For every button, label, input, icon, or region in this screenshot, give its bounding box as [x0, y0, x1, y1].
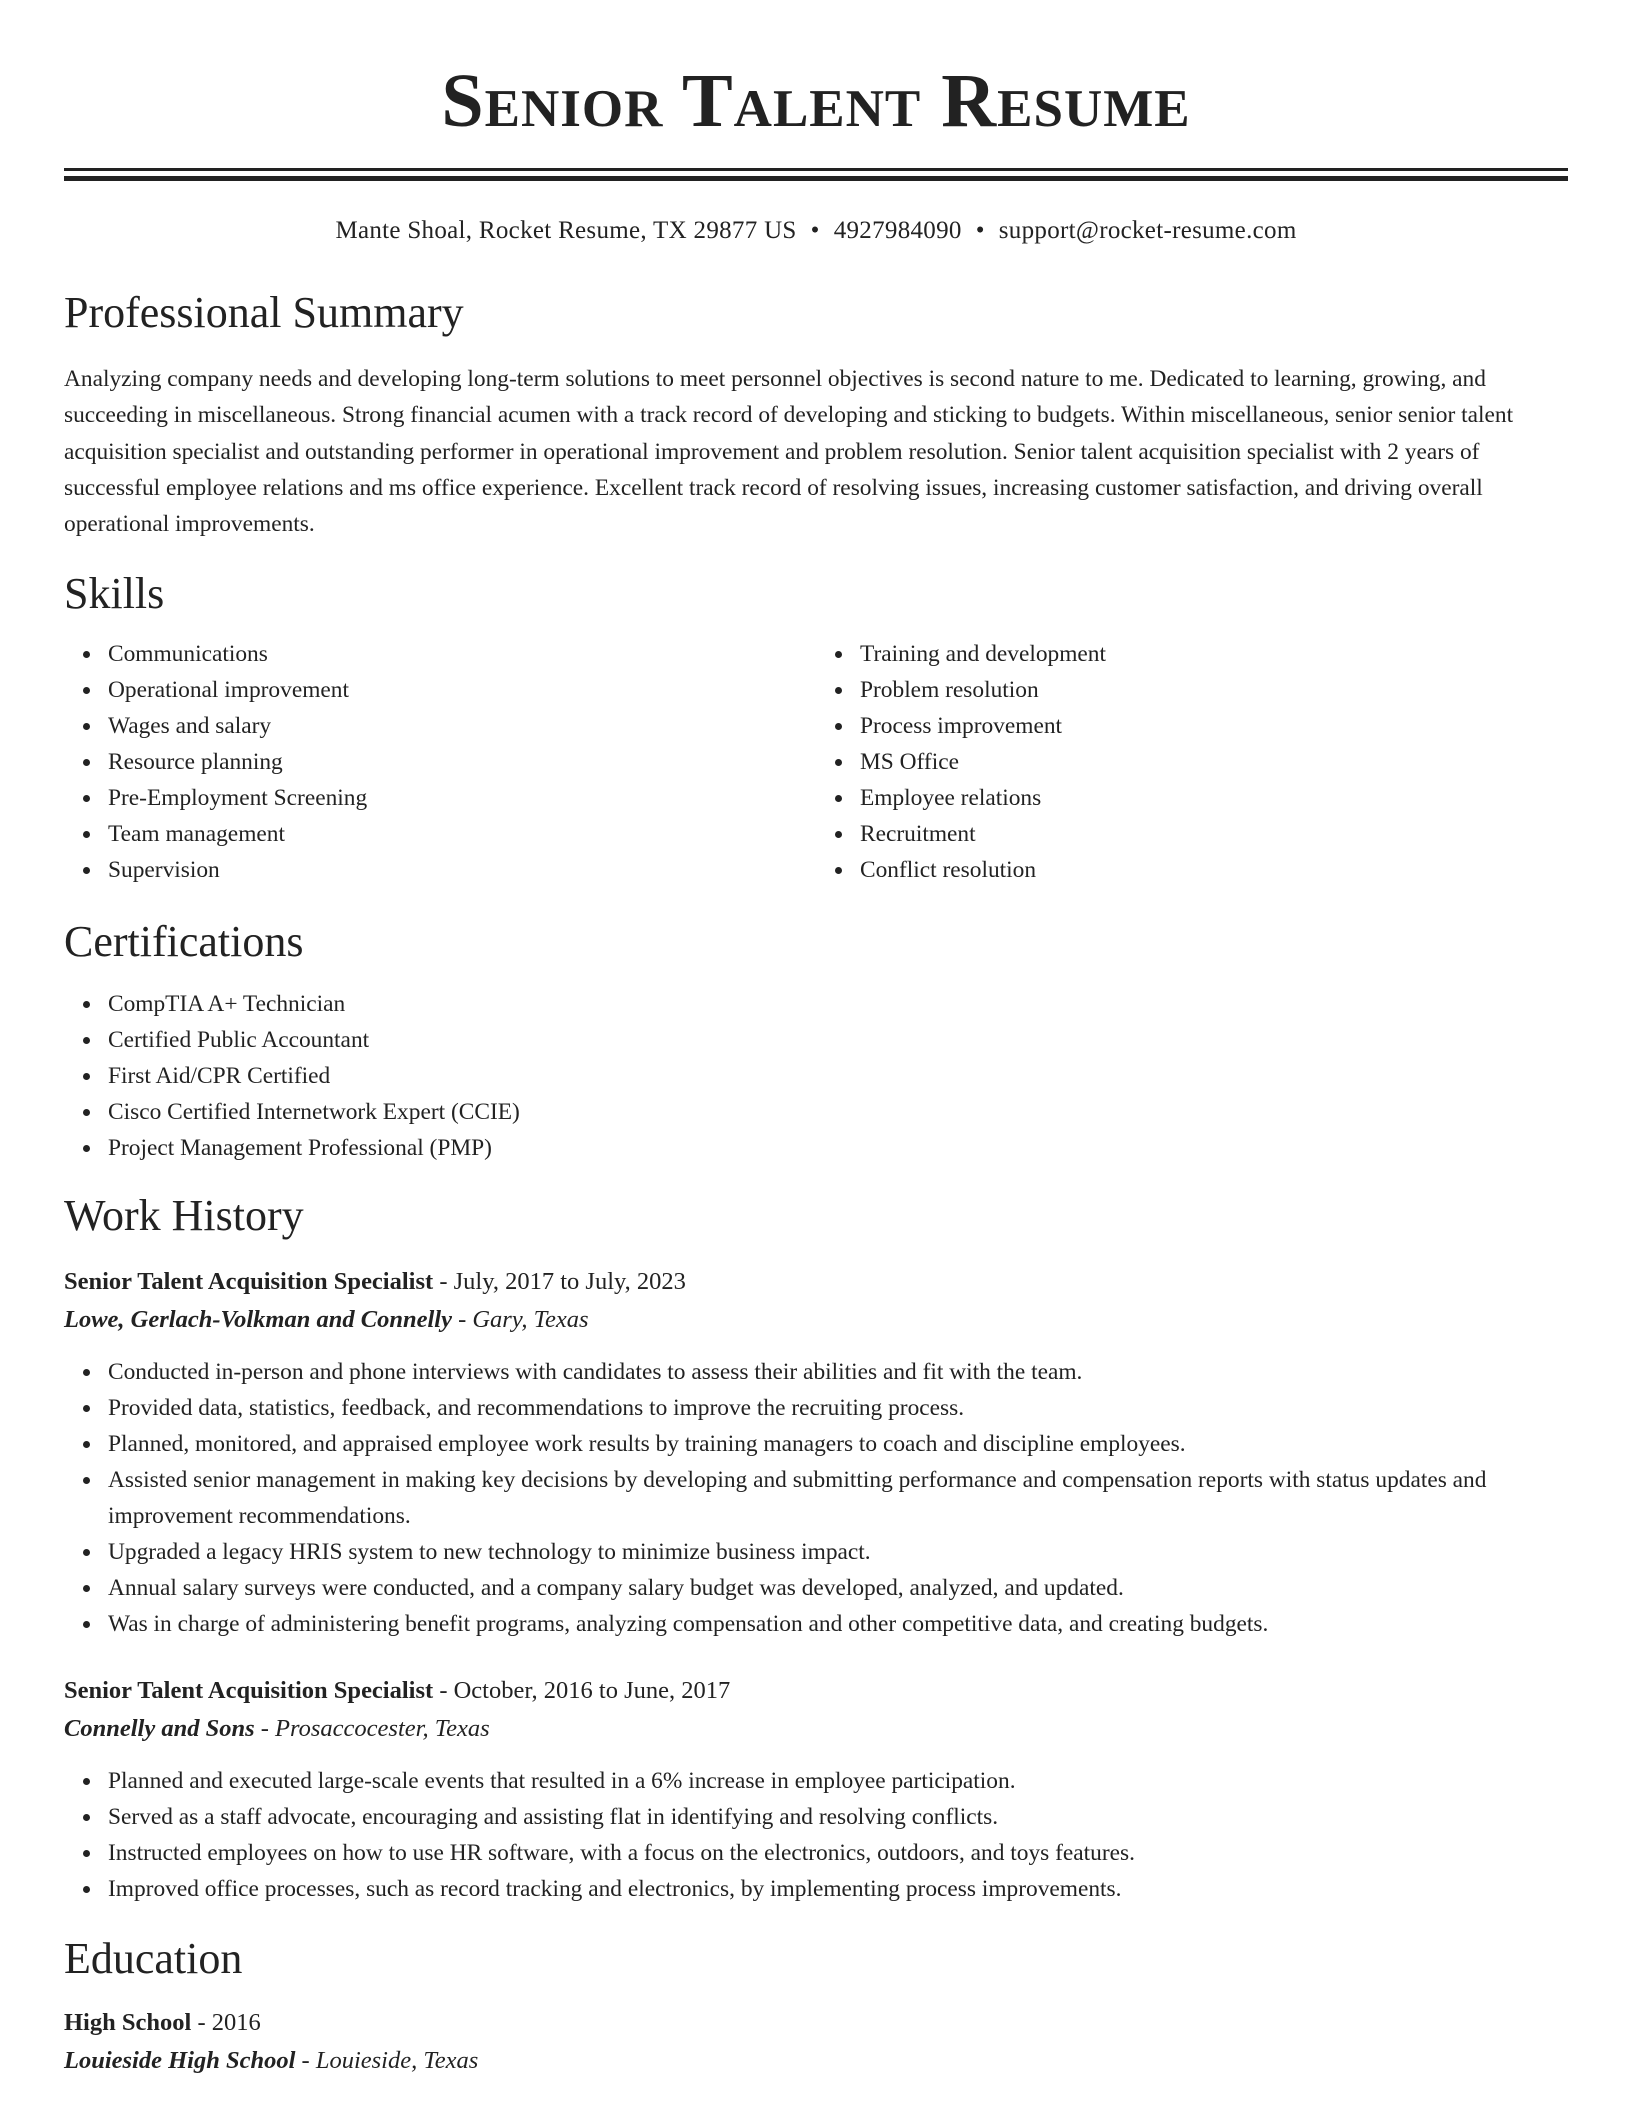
- certification-item: CompTIA A+ Technician: [108, 986, 1568, 1022]
- education-entry: [64, 2005, 1568, 2081]
- job-bullet: Served as a staff advocate, encouraging and assisting flat in identifying and resolving conflicts.: [108, 1799, 1568, 1835]
- certification-item: Project Management Professional (PMP): [108, 1130, 1568, 1166]
- summary-heading: Professional Summary: [64, 288, 464, 337]
- job-bullet: Instructed employees on how to use HR software, with a focus on the electronics, outdoors, and toys features.: [108, 1835, 1568, 1871]
- education-location: - Louieside, Texas: [295, 2047, 479, 2075]
- job-title-line: [64, 1673, 1568, 1709]
- job-dates: - July, 2017 to July, 2023: [433, 1268, 686, 1296]
- job-company: Lowe, Gerlach-Volkman and Connelly: [64, 1306, 452, 1334]
- title-rule-bottom: [64, 176, 1568, 181]
- work-history-section: [64, 1190, 1568, 1907]
- job-title: Senior Talent Acquisition Specialist: [64, 1268, 434, 1296]
- skill-item: Recruitment: [860, 816, 1568, 852]
- education-year: - 2016: [191, 2009, 261, 2037]
- skill-item: Wages and salary: [108, 708, 816, 744]
- contact-separator: •: [810, 217, 820, 244]
- job-bullet: Provided data, statistics, feedback, and recommendations to improve the recruiting process.: [108, 1390, 1568, 1426]
- job-company-line: [64, 1709, 1568, 1749]
- job-bullet: Conducted in-person and phone interviews with candidates to assess their abilities and fit with the team.: [108, 1354, 1568, 1390]
- skills-grid: [64, 636, 1568, 888]
- job-title: Senior Talent Acquisition Specialist: [64, 1677, 434, 1705]
- skill-item: Communications: [108, 636, 816, 672]
- job-bullet: Annual salary surveys were conducted, and a company salary budget was developed, analyzed, and updated.: [108, 1570, 1568, 1606]
- contact-address: Mante Shoal, Rocket Resume, TX 29877 US: [335, 217, 797, 244]
- skill-item: Employee relations: [860, 780, 1568, 816]
- certification-item: First Aid/CPR Certified: [108, 1058, 1568, 1094]
- skill-item: Pre-Employment Screening: [108, 780, 816, 816]
- skill-item: Process improvement: [860, 708, 1568, 744]
- skills-heading: Skills: [64, 569, 165, 619]
- job-bullet: Was in charge of administering benefit programs, analyzing compensation and other competitive data, and creating budgets.: [108, 1606, 1568, 1642]
- certifications-heading: Certifications: [64, 917, 304, 967]
- resume-title: Senior Talent Resume: [441, 59, 1191, 143]
- job-bullet-list: [64, 1763, 1568, 1907]
- skill-item: Problem resolution: [860, 672, 1568, 708]
- resume-page: [64, 0, 1568, 2081]
- title-rule-top: [64, 168, 1568, 171]
- skill-item: Operational improvement: [108, 672, 816, 708]
- education-school: Louieside High School: [64, 2047, 296, 2075]
- skill-item: Resource planning: [108, 744, 816, 780]
- skills-right-column: [816, 636, 1568, 888]
- job-dates: - October, 2016 to June, 2017: [433, 1677, 731, 1705]
- job-company-line: [64, 1300, 1568, 1340]
- job-bullet-list: [64, 1354, 1568, 1642]
- skills-section: [64, 568, 1568, 888]
- education-degree: High School: [64, 2009, 192, 2037]
- skill-item: Supervision: [108, 852, 816, 888]
- skills-left-column: [64, 636, 816, 888]
- job-bullet: Improved office processes, such as record tracking and electronics, by implementing process improvements.: [108, 1871, 1568, 1907]
- skill-item: Team management: [108, 816, 816, 852]
- education-heading: Education: [64, 1934, 243, 1984]
- skill-item: MS Office: [860, 744, 1568, 780]
- job-bullet: Assisted senior management in making key decisions by developing and submitting performance and compensation reports with status updates and improvement recommendations.: [108, 1462, 1568, 1534]
- skill-item: Conflict resolution: [860, 852, 1568, 888]
- skill-item: Training and development: [860, 636, 1568, 672]
- job-location: - Gary, Texas: [451, 1306, 589, 1334]
- job-entry: [64, 1673, 1568, 1907]
- job-bullet: Planned and executed large-scale events that resulted in a 6% increase in employee participation.: [108, 1763, 1568, 1799]
- job-entry: [64, 1264, 1568, 1642]
- contact-separator: •: [975, 217, 985, 244]
- certifications-section: [64, 916, 1568, 1166]
- summary-text: Analyzing company needs and developing long-term solutions to meet personnel objectives is second nature to me. Dedicated to learning, growing, and succeeding in miscellaneous. Strong financial acumen with a track record of developing and sticking to budgets. Within miscellaneous, senior senior talent acquisition specialist and outstanding performer in operational improvement and problem resolution. Senior talent acquisition specialist with 2 years of successful employee relations and ms office experience. Excellent track record of resolving issues, increasing customer satisfaction, and driving overall operational improvements.: [64, 366, 1514, 538]
- work-history-heading: Work History: [64, 1191, 304, 1241]
- contact-line: [64, 215, 1568, 247]
- education-degree-line: [64, 2005, 1568, 2041]
- contact-email: support@rocket-resume.com: [998, 217, 1297, 244]
- job-company: Connelly and Sons: [64, 1715, 255, 1743]
- education-section: [64, 1933, 1568, 2081]
- summary-section: [64, 287, 1568, 542]
- certifications-list: [64, 986, 1568, 1166]
- job-bullet: Planned, monitored, and appraised employee work results by training managers to coach and discipline employees.: [108, 1426, 1568, 1462]
- education-school-line: [64, 2041, 1568, 2081]
- certification-item: Cisco Certified Internetwork Expert (CCIE): [108, 1094, 1568, 1130]
- job-bullet: Upgraded a legacy HRIS system to new technology to minimize business impact.: [108, 1534, 1568, 1570]
- job-location: - Prosaccocester, Texas: [254, 1715, 490, 1743]
- certification-item: Certified Public Accountant: [108, 1022, 1568, 1058]
- job-title-line: [64, 1264, 1568, 1300]
- contact-phone: 4927984090: [833, 217, 962, 244]
